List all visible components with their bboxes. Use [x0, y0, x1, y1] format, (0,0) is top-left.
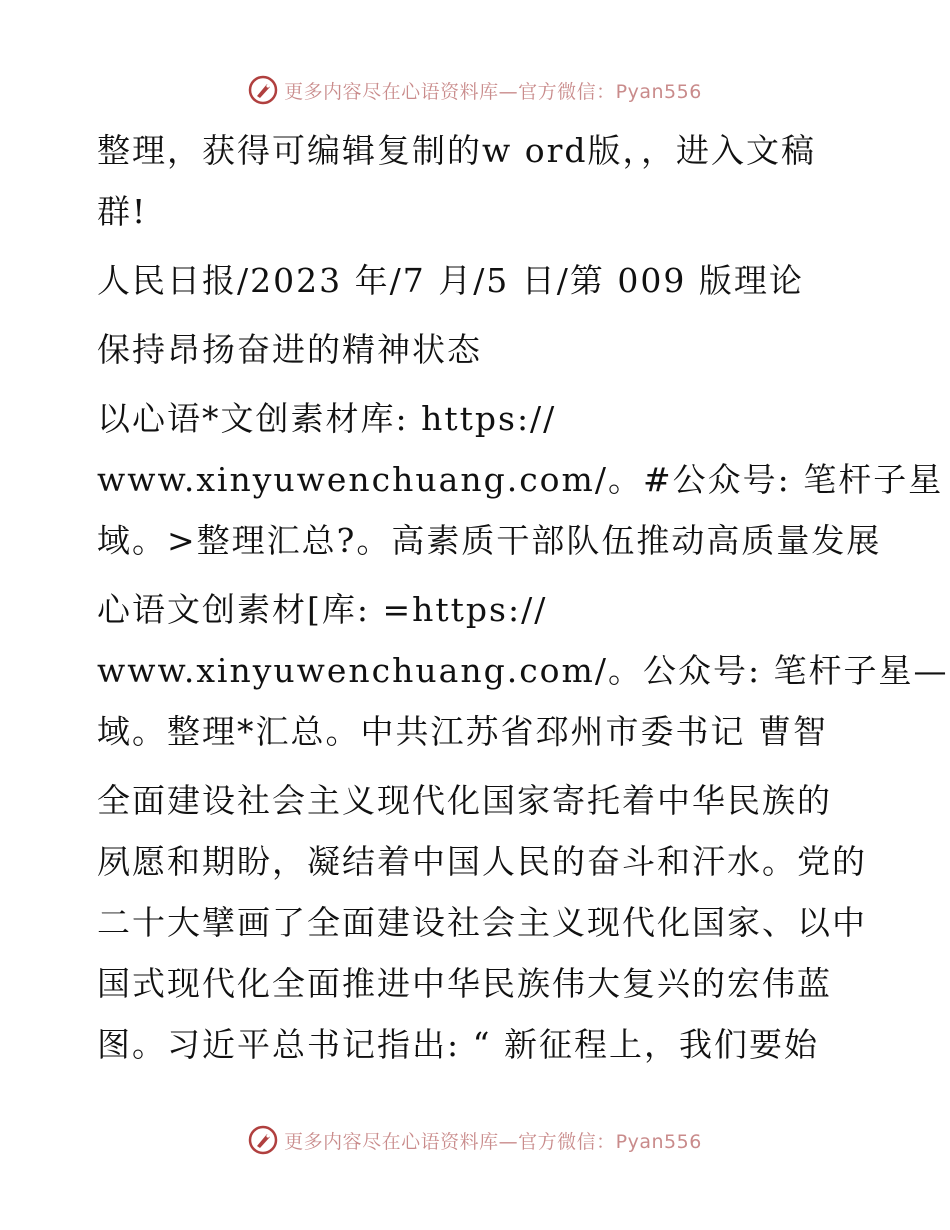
text-line: www.xinyuwenchuang.com/。公众号: 笔杆子星—: [97, 651, 949, 690]
text-line: 以心语*文创素材库: https://: [97, 399, 557, 438]
text-line: 全面建设社会主义现代化国家寄托着中华民族的: [97, 781, 832, 820]
text-line: 图。习近平总书记指出: “ 新征程上，我们要始: [97, 1025, 819, 1064]
author-line: 域。整理*汇总。中共江苏省邳州市委书记 曹智: [97, 712, 828, 751]
watermark-text: 更多内容尽在心语资料库—官方微信：Pyan556: [284, 80, 702, 103]
document-body: [97, 120, 949, 1075]
text-line: 域。>整理汇总?。高素质干部队伍推动高质量发展: [97, 521, 882, 560]
text-line: 群!: [97, 192, 148, 231]
pen-nib-logo-icon: [248, 1125, 278, 1155]
footer-watermark: [0, 1120, 950, 1160]
text-line: 夙愿和期盼，凝结着中国人民的奋斗和汗水。党的: [97, 842, 867, 881]
source-line: 人民日报/2023 年/7 月/5 日/第 009 版理论: [97, 261, 804, 300]
text-line: 整理，获得可编辑复制的w ord版，，进入文稿: [97, 131, 817, 170]
article-title: 保持昂扬奋进的精神状态: [97, 330, 482, 369]
text-line: www.xinyuwenchuang.com/。#公众号: 笔杆子星: [97, 460, 944, 499]
header-watermark: [0, 70, 950, 110]
watermark-text: 更多内容尽在心语资料库—官方微信：Pyan556: [284, 1130, 702, 1153]
text-line: 心语文创素材[库: =https://: [97, 590, 548, 629]
pen-nib-logo-icon: [248, 75, 278, 105]
text-line: 二十大擘画了全面建设社会主义现代化国家、以中: [97, 903, 867, 942]
text-line: 国式现代化全面推进中华民族伟大复兴的宏伟蓝: [97, 964, 832, 1003]
